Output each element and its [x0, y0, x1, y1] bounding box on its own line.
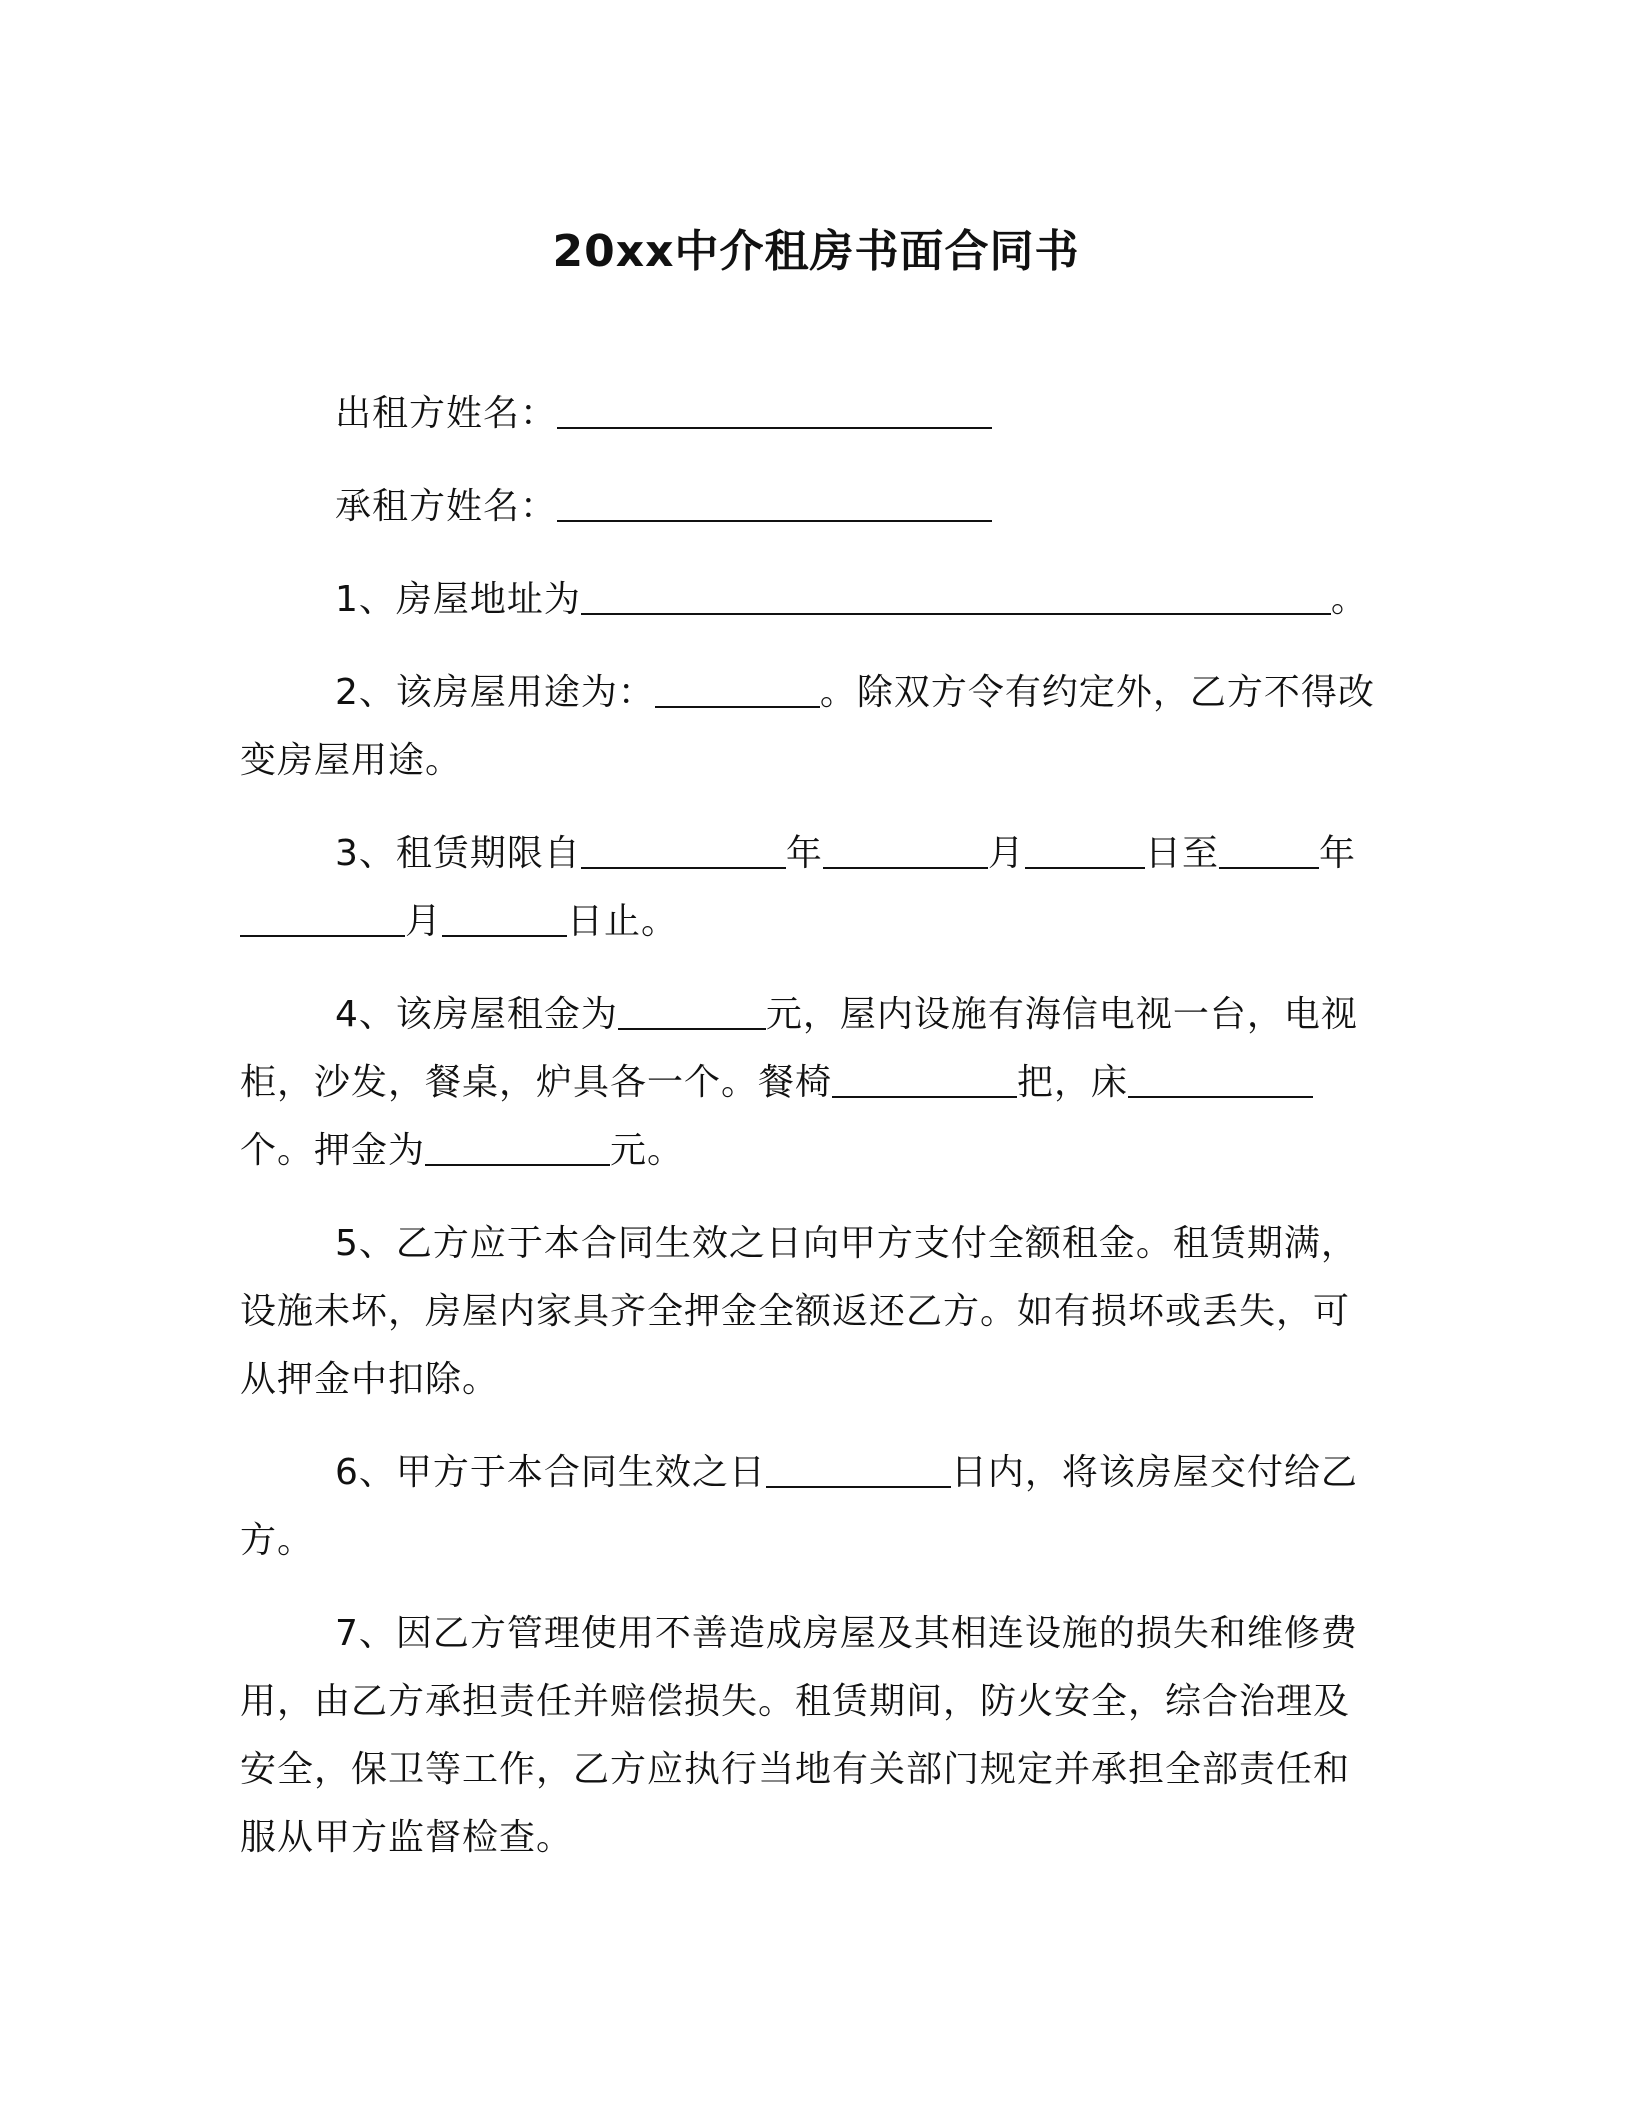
- clause-1: [240, 566, 1380, 634]
- start-month-blank: [823, 828, 988, 870]
- end-year-blank: [1219, 828, 1319, 870]
- end-day-label: 日止。: [567, 901, 679, 942]
- handover-days-blank: [766, 1447, 951, 1489]
- chair-unit-text: 把，床: [1017, 1062, 1129, 1103]
- start-year-label: 年: [785, 833, 823, 874]
- deposit-blank: [425, 1125, 610, 1167]
- tenant-name-blank: [557, 481, 992, 523]
- start-month-label: 月: [987, 833, 1025, 874]
- bed-unit-text: 个。押金为: [240, 1130, 426, 1171]
- end-day-blank: [442, 896, 567, 938]
- clause-6-suffix: 日内，将该房屋交付给乙方。: [240, 1452, 1358, 1561]
- clause-1-prefix: 1、房屋地址为: [335, 579, 581, 620]
- end-month-label: 月: [405, 901, 443, 942]
- tenant-name-label: 承租方姓名：: [335, 486, 558, 527]
- clause-3-prefix: 3、租赁期限自: [335, 833, 581, 874]
- clause-5: 5、乙方应于本合同生效之日向甲方支付全额租金。租赁期满，设施未坏，房屋内家具齐全押金全额返还乙方。如有损坏或丢失，可从押金中扣除。: [240, 1223, 1358, 1400]
- landlord-name-label: 出租方姓名：: [335, 393, 558, 434]
- landlord-name-line: [240, 380, 1380, 448]
- clause-1-suffix: 。: [1330, 579, 1368, 620]
- clause-4: [240, 981, 1380, 1185]
- address-blank: [581, 574, 1331, 616]
- document-body: [240, 380, 1380, 1897]
- clause-6-prefix: 6、甲方于本合同生效之日: [335, 1452, 766, 1493]
- clause-6: [240, 1439, 1380, 1575]
- end-year-label: 年: [1318, 833, 1356, 874]
- clause-2: [240, 659, 1380, 795]
- bed-count-blank: [1128, 1057, 1313, 1099]
- landlord-name-blank: [557, 388, 992, 430]
- rent-blank: [618, 989, 766, 1031]
- clause-4-prefix: 4、该房屋租金为: [335, 994, 618, 1035]
- rent-unit-text: 元，屋内设施有海信电视一台，电视柜，沙发，餐桌，炉具各一个。餐椅: [240, 994, 1358, 1103]
- clause-2-prefix: 2、该房屋用途为：: [335, 672, 655, 713]
- day-to-label: 日至: [1144, 833, 1219, 874]
- chair-count-blank: [832, 1057, 1017, 1099]
- clause-3: [240, 820, 1380, 956]
- start-year-blank: [581, 828, 786, 870]
- tenant-name-line: [240, 473, 1380, 541]
- start-day-blank: [1025, 828, 1145, 870]
- end-month-blank: [240, 896, 405, 938]
- document-title: 20xx中介租房书面合同书: [552, 226, 1080, 277]
- deposit-unit-text: 元。: [610, 1130, 685, 1171]
- clause-7: 7、因乙方管理使用不善造成房屋及其相连设施的损失和维修费用，由乙方承担责任并赔偿损失。租赁期间，防火安全，综合治理及安全，保卫等工作，乙方应执行当地有关部门规定并承担全部责任和服从甲方监督检查。: [240, 1613, 1358, 1858]
- clause-2-suffix: 。除双方令有约定外，乙方不得改变房屋用途。: [240, 672, 1375, 781]
- usage-blank: [655, 667, 820, 709]
